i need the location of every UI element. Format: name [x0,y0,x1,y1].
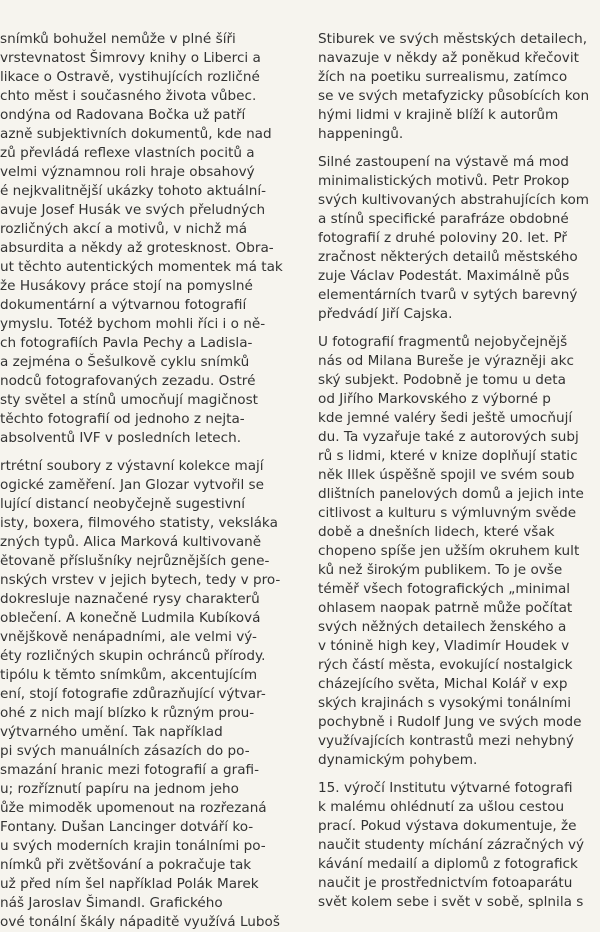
text-line: rů s lidmi, které v knize doplňují static [318,448,578,464]
text-line: téměř všech fotografických „minimal [318,581,571,597]
text-line: výtvarného umění. Tak například [0,724,223,740]
text-line: Fontany. Dušan Lancinger dotváří ko- [0,819,254,835]
text-line: likace o Ostravě, vystihujících rozličné [0,69,260,85]
text-line: 15. výročí Institutu výtvarné fotografi [318,780,573,796]
text-line: žích na poetiku surrealismu, zatímco [318,69,568,85]
paragraph-gap [318,770,600,779]
text-line: prací. Pokud výstava dokumentuje, že [318,818,577,834]
text-line: kávání medailí a diplomů z fotografick [318,856,578,872]
text-line: dokresluje naznačené rysy charakterů [0,591,260,607]
text-line: vnějškově nenápadními, ale velmi vý- [0,629,257,645]
text-line: sty světel a stínů umocňují magičnost [0,392,259,408]
text-line: v tónině high key, Vladimír Houdek v [318,638,570,654]
paragraph [0,30,295,448]
paragraph [0,457,295,932]
text-line: ůže mimoděk upomenout na rozřezaná [0,800,267,816]
text-line: době a dnešních lidech, které však [318,524,555,540]
text-line: a zejména o Šešulkově cyklu snímků [0,354,250,370]
text-line: svět kolem sebe i svět v sobě, splnila s [318,894,584,910]
text-line: se ve svých metafyzicky působících kon [318,88,590,104]
text-line: azně subjektivních dokumentů, kde nad [0,126,272,142]
text-line: citlivost a kulturu s výmluvným svěde [318,505,577,521]
text-line: ové tonální škály nápaditě využívá Luboš [0,914,280,930]
text-line: lující distancí neobyčejně sugestivní [0,496,246,512]
text-line: tipólu k těmto snímkům, akcentujícím [0,667,258,683]
text-line: ogické zaměření. Jan Glozar vytvořil se [0,477,264,493]
text-line: Silné zastoupení na výstavě má mod [318,154,569,170]
text-line: u; rozříznutí papíru na jednom jeho [0,781,239,797]
text-line: kde jemné valéry šedi ještě umocňují [318,410,573,426]
text-line: nských vrstev v jejich bytech, tedy v pro- [0,572,281,588]
paragraph [318,333,600,770]
text-line: ymyslu. Totéž bychom mohli říci i o ně- [0,316,266,332]
text-line: předvádí Jiří Cajska. [318,306,453,322]
text-line: happeningů. [318,126,404,142]
text-line: něk Illek úspěšně spojil ve svém soub [318,467,575,483]
paragraph [318,153,600,324]
text-line: vrstevnatost Šimrovy knihy o Liberci a [0,50,261,66]
right-text-column [318,30,600,912]
text-line: zných typů. Alica Marková kultivovaně [0,534,262,550]
text-line: elementárních tvarů v sytých barevný [318,287,578,303]
text-line: velmi významnou roli hraje obsahový [0,164,255,180]
text-line: chto měst i současného života vůbec. [0,88,257,104]
text-line: zů převládá reflexe vlastních pocitů a [0,145,255,161]
text-line: náš Jaroslav Šimandl. Grafického [0,895,223,911]
text-line: zračnost některých detailů městského [318,249,578,265]
text-line: nás od Milana Bureše je výrazněji akc [318,353,574,369]
text-line: u svých moderních krajin tonálními po- [0,838,266,854]
text-line: nodců fotografovaných zezadu. Ostré [0,373,256,389]
text-line: navazuje v někdy až poněkud křečovit [318,50,579,66]
text-line: ohé z nich mají blízko k různým prou- [0,705,255,721]
text-line: absurdita a někdy až grotesknost. Obra- [0,240,274,256]
text-line: ut těchto autentických momentek má tak [0,259,283,275]
text-line: svých kultivovaných abstrahujících kom [318,192,590,208]
text-line: těchto fotografií od jednoho z nejta- [0,411,245,427]
text-line: hými lidmi v krajině blíží k autorům [318,107,559,123]
paragraph-gap [318,144,600,153]
text-line: ětovaně příslušníky nejrůznějších gene- [0,553,270,569]
paragraph [318,779,600,912]
text-line: cházejícího světa, Michal Kolář v exp [318,676,568,692]
text-line: ohlasem naopak patrně může počítat [318,600,573,616]
text-line: k malému ohlédnutí za ušlou cestou [318,799,565,815]
text-line: ení, stojí fotografie zdůrazňující výtvar- [0,686,266,702]
text-line: minimalistických motivů. Petr Prokop [318,173,570,189]
text-line: zuje Václav Podestát. Maximálně půs [318,268,570,284]
text-line: dynamickým pohybem. [318,752,478,768]
text-line: naučit je prostřednictvím fotoaparátu [318,875,573,891]
text-line: že Husákovy práce stojí na pomyslné [0,278,253,294]
left-text-column [0,30,295,932]
text-line: ch fotografiích Pavla Pechy a Ladisla- [0,335,253,351]
text-line: už před ním šel například Polák Marek [0,876,259,892]
paragraph-gap [318,324,600,333]
text-line: pochybně i Rudolf Jung ve svých mode [318,714,582,730]
text-line: U fotografií fragmentů nejobyčejnějš [318,334,568,350]
text-line: ských krajinách s vysokými tonálními [318,695,572,711]
text-line: svých něžných detailech ženského a [318,619,567,635]
text-line: fotografií z druhé poloviny 20. let. Př [318,230,567,246]
text-line: rtrétní soubory z výstavní kolekce mají [0,458,264,474]
text-line: Stiburek ve svých městských detailech, [318,31,588,47]
text-line: éty rozličných skupin ochránců přírody. [0,648,266,664]
text-line: isty, boxera, filmového statisty, veksláka [0,515,278,531]
text-line: snímků bohužel nemůže v plné šíři [0,31,236,47]
text-line: smazání hranic mezi fotografií a grafi- [0,762,260,778]
text-line: využívajících kontrastů mezi nehybný [318,733,574,749]
text-line: chopeno spíše jen užším okruhem kult [318,543,580,559]
text-line: od Jiřího Markovského z výborné p [318,391,551,407]
text-line: ků než širokým publikem. To je ovše [318,562,563,578]
text-line: absolventů IVF v posledních letech. [0,430,242,446]
text-line: é nejkvalitnější ukázky tohoto aktuální- [0,183,267,199]
text-line: naučit studenty míchání zázračných vý [318,837,585,853]
text-line: ský subjekt. Podobně je tomu u deta [318,372,566,388]
text-line: a stínů specifické parafráze obdobné [318,211,569,227]
text-line: oblečení. A konečně Ludmila Kubíková [0,610,261,626]
text-line: ondýna od Radovana Bočka už patří [0,107,246,123]
paragraph [318,30,600,144]
text-line: dokumentární a výtvarnou fotografií [0,297,247,313]
text-line: avuje Josef Husák ve svých přeludných [0,202,266,218]
text-line: nímků při zvětšování a pokračuje tak [0,857,252,873]
text-line: rozličných akcí a motivů, v nichž má [0,221,248,237]
text-line: rých částí města, evokující nostalgick [318,657,573,673]
text-line: du. Ta vyzařuje také z autorových subj [318,429,579,445]
text-line: pi svých manuálních zásazích do po- [0,743,250,759]
paragraph-gap [0,448,295,457]
text-line: dlištních panelových domů a jejich inte [318,486,584,502]
